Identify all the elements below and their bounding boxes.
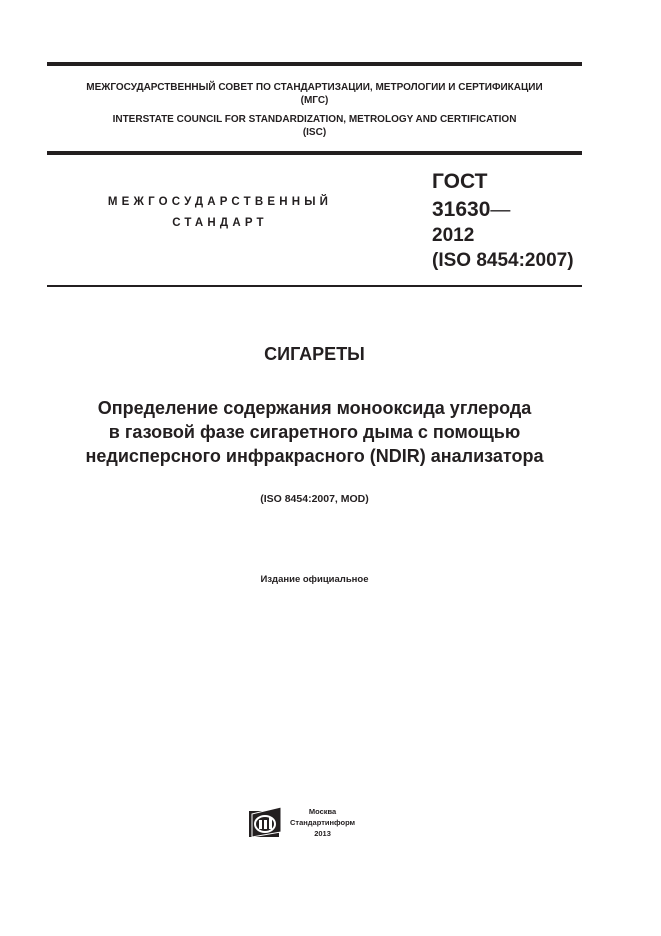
gost-label: ГОСТ	[432, 170, 488, 193]
publisher-city: Москва	[308, 806, 337, 816]
edition-note: Издание официальное	[260, 574, 369, 585]
document-title: СИГАРЕТЫ	[264, 344, 365, 364]
document-subtitle	[47, 396, 582, 468]
publisher-block	[248, 804, 355, 840]
gost-number: 31630	[432, 198, 491, 221]
standartinform-logo-icon	[248, 806, 284, 838]
lower-rule	[47, 285, 582, 287]
council-name-en	[47, 113, 582, 139]
subtitle-line: недисперсного инфракрасного (NDIR) анализатора	[85, 446, 544, 466]
subtitle-line: в газовой фазе сигаретного дыма с помощью	[108, 422, 521, 442]
gost-iso: (ISO 8454:2007)	[432, 250, 574, 271]
standard-type-line1: МЕЖГОСУДАРСТВЕННЫЙ	[107, 196, 333, 208]
council-name-ru	[47, 81, 582, 107]
council-name-en-text: INTERSTATE COUNCIL FOR STANDARDIZATION, METROLOGY AND CERTIFICATION	[112, 114, 517, 125]
subtitle-line: Определение содержания монооксида углерода	[97, 398, 532, 418]
publisher-text	[290, 806, 355, 839]
gost-number-line	[432, 196, 574, 224]
council-name-ru-text: МЕЖГОСУДАРСТВЕННЫЙ СОВЕТ ПО СТАНДАРТИЗАЦИИ, МЕТРОЛОГИИ И СЕРТИФИКАЦИИ	[86, 82, 543, 93]
gost-year: 2012	[432, 225, 475, 246]
standard-type	[70, 192, 370, 234]
middle-rule	[47, 151, 582, 155]
council-abbr-en: (ISC)	[302, 127, 327, 138]
council-abbr-ru: (МГС)	[300, 95, 329, 106]
publisher-year: 2013	[314, 828, 331, 838]
gost-designation	[432, 168, 574, 275]
standard-type-line2: СТАНДАРТ	[172, 217, 268, 229]
gost-dash: —	[490, 199, 511, 221]
iso-reference: (ISO 8454:2007, MOD)	[260, 493, 369, 505]
publisher-name: Стандартинформ	[290, 817, 356, 827]
top-rule	[47, 62, 582, 66]
